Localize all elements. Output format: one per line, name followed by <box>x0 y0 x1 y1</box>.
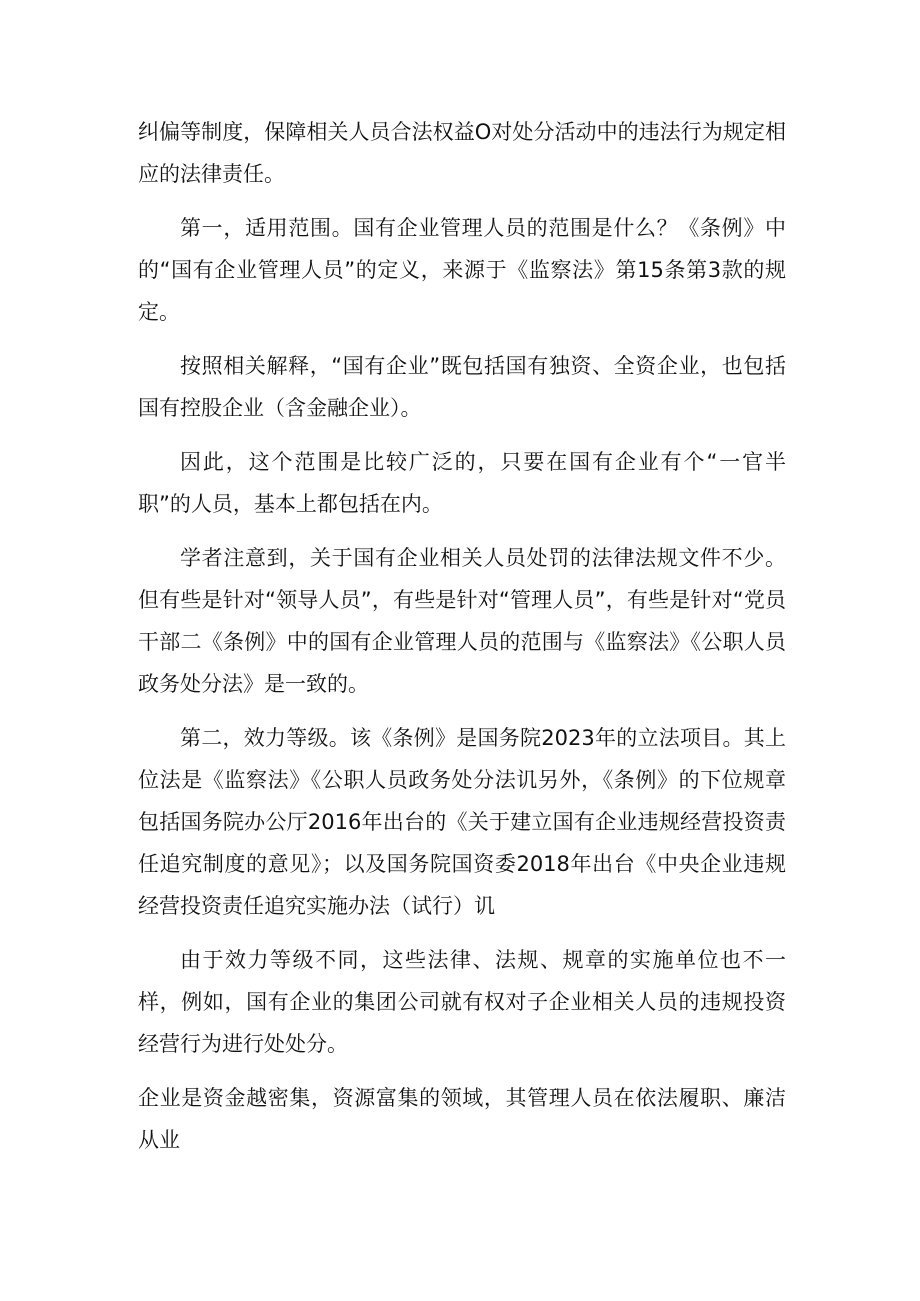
paragraph-6: 第二，效力等级。该《条例》是国务院2023年的立法项目。其上位法是《监察法》《公职人员政务处分法讥另外，《条例》的下位规章包括国务院办公厅2016年出台的《关于建立国有企业违规经营投资责任追究制度的意见》；以及国务院国资委2018年出台《中央企业违规经营投资责任追究实施办法（试行）讥 <box>138 726 786 918</box>
paragraph-8: 企业是资金越密集，资源富集的领域，其管理人员在依法履职、廉洁从业 <box>138 1086 786 1152</box>
paragraph-3: 按照相关解释，“国有企业”既包括国有独资、全资企业，也包括国有控股企业（含金融企业）。 <box>138 354 786 420</box>
paragraph-7: 由于效力等级不同，这些法律、法规、规章的实施单位也不一样，例如，国有企业的集团公司就有权对子企业相关人员的违规投资经营行为进行处处分。 <box>138 948 786 1056</box>
paragraph-4: 因此，这个范围是比较广泛的，只要在国有企业有个“一官半职”的人员，基本上都包括在内。 <box>138 450 786 516</box>
document-body <box>138 111 786 1173</box>
paragraph-1: 纠偏等制度，保障相关人员合法权益O对处分活动中的违法行为规定相应的法律责任。 <box>138 120 786 186</box>
paragraph-5: 学者注意到，关于国有企业相关人员处罚的法律法规文件不少。但有些是针对“领导人员”，有些是针对“管理人员”，有些是针对“党员干部二《条例》中的国有企业管理人员的范围与《监察法》《公职人员政务处分法》是一致的。 <box>138 546 786 696</box>
paragraph-2: 第一，适用范围。国有企业管理人员的范围是什么？《条例》中的“国有企业管理人员”的定义，来源于《监察法》第15条第3款的规定。 <box>138 216 786 324</box>
